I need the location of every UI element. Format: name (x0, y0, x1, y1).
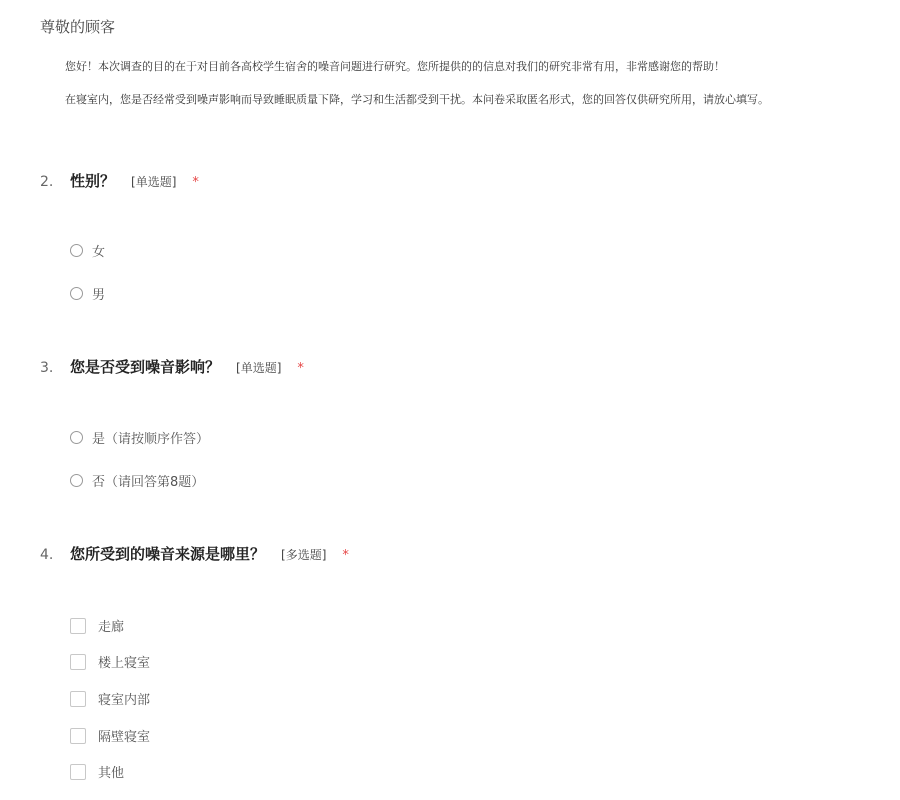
required-marker: * (342, 548, 349, 563)
option-male[interactable] (70, 284, 105, 303)
option-upstairs-dorm[interactable] (70, 652, 150, 671)
checkbox[interactable] (70, 654, 86, 670)
checkbox[interactable] (70, 618, 86, 634)
option-other[interactable] (70, 762, 124, 781)
question-title: 您所受到的噪音来源是哪里？ (70, 545, 266, 563)
option-label: 其他 (98, 766, 125, 781)
required-marker: * (297, 361, 304, 376)
option-label: 男 (92, 288, 106, 303)
question-number: 4. (40, 547, 54, 563)
required-marker: * (192, 175, 199, 190)
question-type: [多选题] (281, 548, 327, 562)
intro-paragraph-1: 您好！本次调查的目的在于对目前各高校学生宿舍的噪音问题进行研究。您所提供的的信息对我们的研究非常有用，非常感谢您的帮助！ (65, 60, 725, 73)
option-inside-dorm[interactable] (70, 689, 150, 708)
option-label: 是（请按顺序作答） (92, 432, 210, 447)
question-3-header (40, 356, 304, 377)
option-label: 否（请回答第8题） (92, 475, 205, 490)
radio-button[interactable] (70, 287, 83, 300)
radio-button[interactable] (70, 244, 83, 257)
question-title: 您是否受到噪音影响？ (70, 358, 221, 376)
radio-button[interactable] (70, 474, 83, 487)
checkbox[interactable] (70, 764, 86, 780)
question-number: 3. (40, 360, 54, 376)
option-yes[interactable] (70, 428, 209, 447)
checkbox[interactable] (70, 728, 86, 744)
checkbox[interactable] (70, 691, 86, 707)
option-label: 隔壁寝室 (98, 730, 151, 745)
option-female[interactable] (70, 241, 105, 260)
option-label: 走廊 (98, 620, 125, 635)
intro-paragraph-2: 在寝室内，您是否经常受到噪声影响而导致睡眠质量下降，学习和生活都受到干扰。本问卷采取匿名形式，您的回答仅供研究所用，请放心填写。 (65, 93, 769, 106)
question-type: [单选题] (131, 175, 177, 189)
question-4-header (40, 543, 349, 564)
question-2-header (40, 170, 199, 191)
question-title: 性别？ (70, 172, 116, 190)
question-number: 2. (40, 174, 54, 190)
option-label: 女 (92, 245, 106, 260)
option-next-door-dorm[interactable] (70, 726, 150, 745)
option-label: 楼上寝室 (98, 656, 151, 671)
option-label: 寝室内部 (98, 693, 151, 708)
radio-button[interactable] (70, 431, 83, 444)
question-type: [单选题] (236, 361, 282, 375)
survey-greeting: 尊敬的顾客 (40, 18, 116, 36)
option-corridor[interactable] (70, 616, 124, 635)
option-no[interactable] (70, 471, 204, 490)
